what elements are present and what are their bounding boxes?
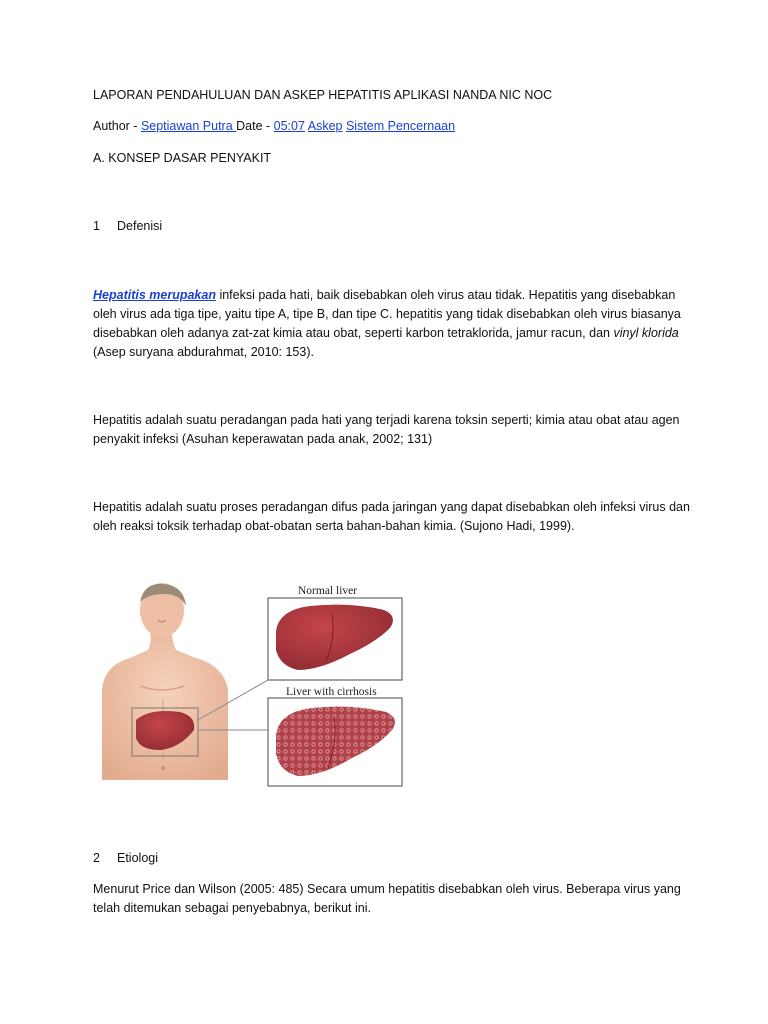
subheading-defenisi [93,219,162,233]
author-label: Author - [93,119,141,133]
subheading-title: Defenisi [117,219,163,233]
document-title: LAPORAN PENDAHULUAN DAN ASKEP HEPATITIS APLIKASI NANDA NIC NOC [93,88,553,102]
paragraph-definition-3: Hepatitis adalah suatu proses peradangan difus pada jaringan yang dapat disebabkan oleh infeksi virus dan oleh reaksi toksik terhadap obat-obatan serta bahan-bahan kimia. (Sujono Hadi, 1999). [93,500,690,533]
hepatitis-merupakan-link[interactable]: Hepatitis merupakan [93,288,216,302]
paragraph-definition-2: Hepatitis adalah suatu peradangan pada hati yang terjadi karena toksin seperti; kimia atau obat atau agen penyakit infeksi (Asuhan keperawatan pada anak, 2002; 131) [93,413,680,446]
paragraph-definition-1 [93,286,693,362]
section-heading-a: A. KONSEP DASAR PENYAKIT [93,151,272,165]
post-meta [93,119,455,133]
date-link[interactable]: 05:07 [273,119,305,133]
paragraph-text: infeksi pada hati, baik disebabkan oleh virus atau tidak. Hepatitis yang disebabkan oleh virus ada tiga tipe, yaitu tipe A, tipe B, dan tipe C. hepatitis yang tidak disebabkan oleh virus biasanya disebabkan oleh adanya zat-zat kimia atau obat, seperti karbon tetraklorida, jamur racun, dan [93,288,681,340]
tag-sistem-pencernaan-link[interactable]: Sistem Pencernaan [345,119,456,133]
author-link[interactable]: Septiawan Putra [140,119,237,133]
normal-liver-label: Normal liver [298,585,358,597]
liver-illustration [100,580,410,790]
paragraph-italic: vinyl klorida [613,326,679,340]
subheading-title: Etiologi [117,851,158,865]
cirrhosis-liver-label: Liver with cirrhosis [286,686,377,698]
liver-illustration-svg [100,580,410,790]
torso-figure [102,583,228,780]
subheading-number: 1 [93,219,100,233]
subheading-number: 2 [93,851,100,865]
paragraph-etiologi: Menurut Price dan Wilson (2005: 485) Secara umum hepatitis disebabkan oleh virus. Beberapa virus yang telah ditemukan sebagai penyebabnya, berikut ini. [93,882,681,915]
tag-askep-link[interactable]: Askep [307,119,343,133]
subheading-etiologi [93,851,158,865]
paragraph-citation: (Asep suryana abdurahmat, 2010: 153). [93,345,314,359]
date-label: Date - [236,119,274,133]
